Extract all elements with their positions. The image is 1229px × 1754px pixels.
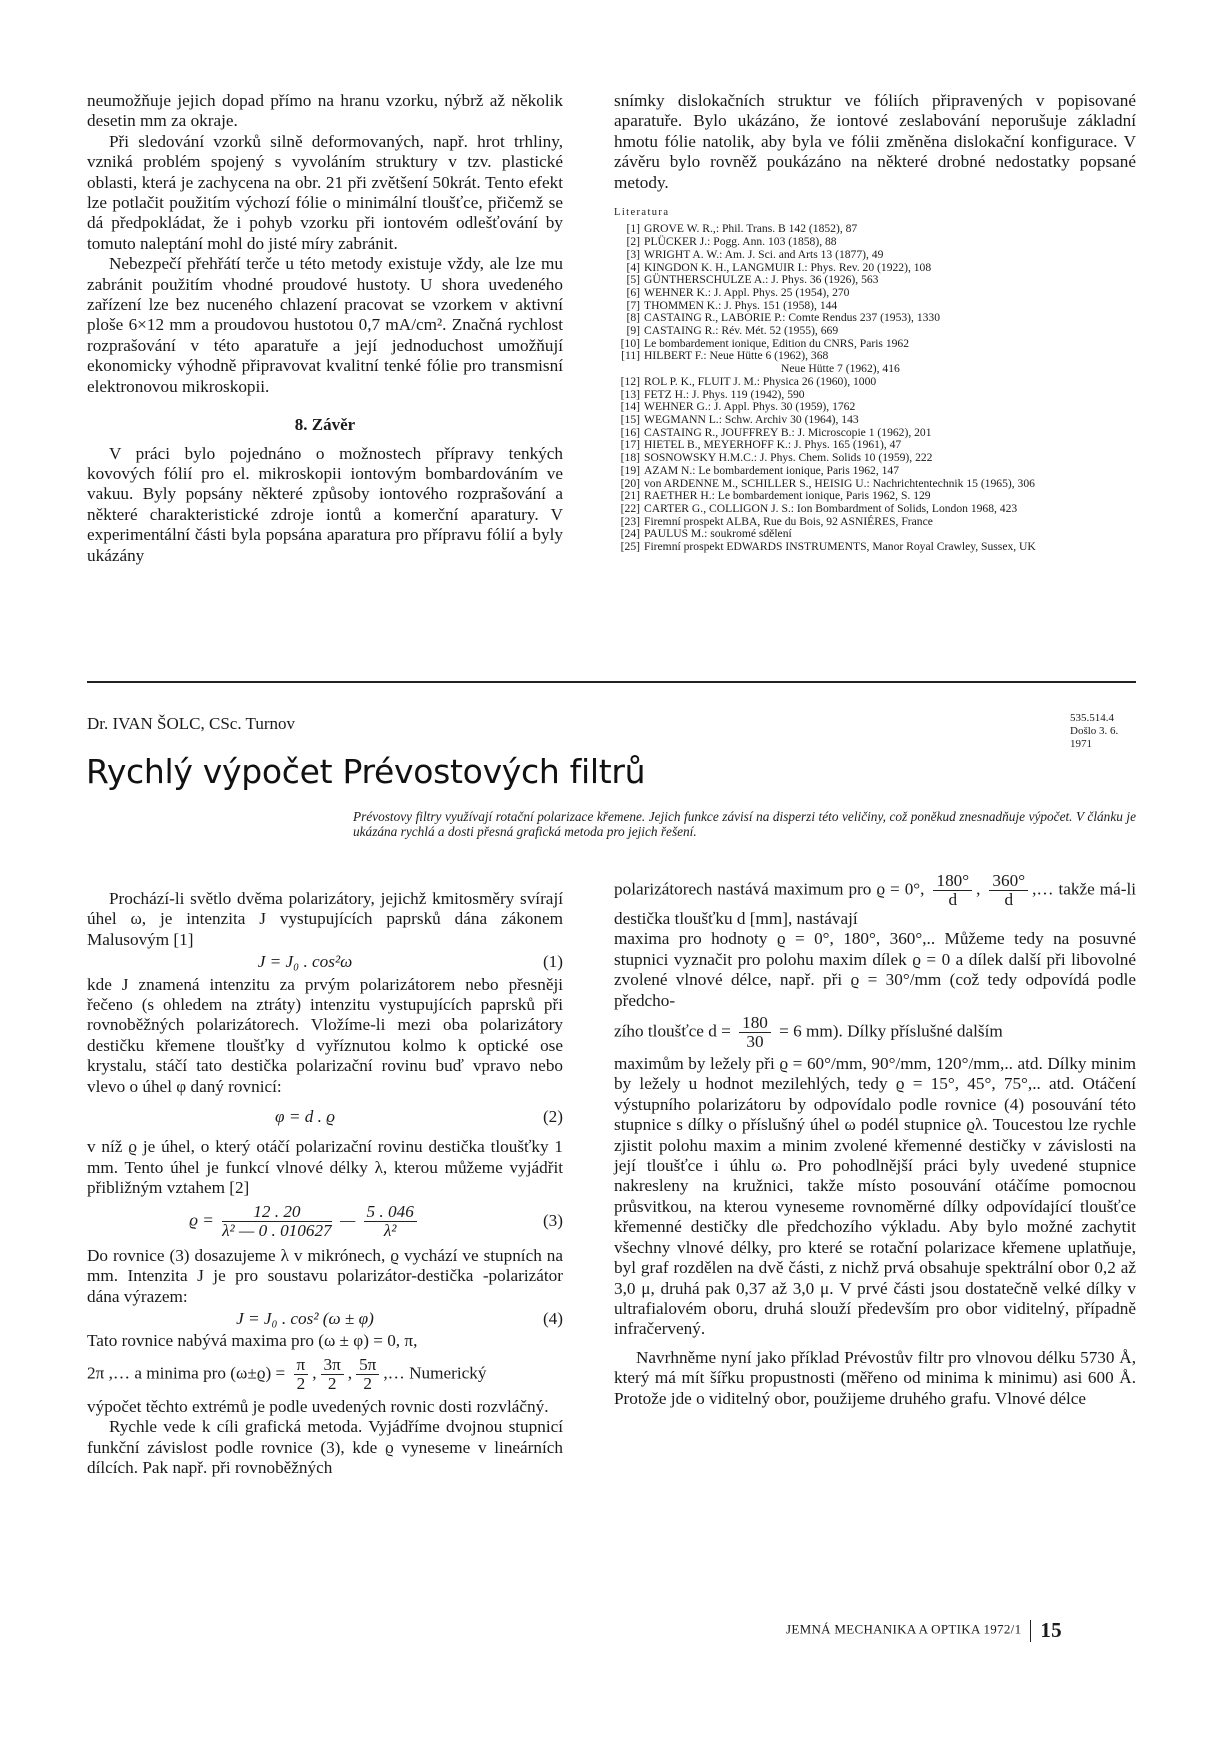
text: ,… takže má-li destička tloušťku d [mm], nastávají xyxy=(614,879,1137,928)
numerator: 3π xyxy=(321,1356,344,1375)
numerator: 180 xyxy=(739,1014,771,1033)
text: zího tloušťce d = xyxy=(614,1021,731,1041)
numerator: π xyxy=(294,1356,309,1375)
reference-number: [3] xyxy=(626,247,640,261)
fraction xyxy=(222,1203,332,1240)
reference-text: FETZ H.: J. Phys. 119 (1942), 590 xyxy=(644,387,805,401)
reference-number: [17] xyxy=(620,438,640,452)
equation-2 xyxy=(87,1107,563,1127)
reference-item xyxy=(614,287,1136,300)
reference-number: [10] xyxy=(620,336,640,350)
reference-item xyxy=(614,541,1136,554)
reference-number: [24] xyxy=(620,527,640,541)
text: 2π ,… a minima pro (ω±ϱ) = xyxy=(87,1363,286,1383)
reference-text: CASTAING R., LABORIE P.: Comte Rendus 237 (1953), 1330 xyxy=(644,311,941,325)
reference-text: Le bombardement ionique, Edition du CNRS, Paris 1962 xyxy=(644,336,910,350)
reference-text: RAETHER H.: Le bombardement ionique, Paris 1962, S. 129 xyxy=(644,489,931,503)
fraction xyxy=(294,1356,309,1393)
prev-article-left-column xyxy=(87,91,563,566)
minus-sign: — xyxy=(339,1210,356,1230)
text: polarizátorech nastává maximum pro ϱ = 0°, xyxy=(614,879,925,899)
paragraph-minima: 2π ,… a minima pro (ω±ϱ) = $\frac{\pi}{2}$ , $\frac{3\pi}{2}$ , $\frac{5\pi}{2}$ ,… Numerický xyxy=(87,1354,487,1393)
paragraph-thickness xyxy=(614,1014,1136,1051)
denominator: 30 xyxy=(746,1032,764,1052)
equation-number: (3) xyxy=(542,1210,563,1230)
equation-body: J = J₀ . cos²ω xyxy=(257,952,353,972)
paragraph-maximum: polarizátorech nastává maximum pro ϱ = 0°, $\frac{180^\circ}{d}$ , $\frac{360^\circ}{d}$ ,… takže má-li destička tloušťku d [mm], nastávají xyxy=(614,871,1137,928)
reference-number: [18] xyxy=(620,451,640,465)
denominator: 2 xyxy=(296,1373,306,1393)
denominator: d xyxy=(948,890,958,909)
article-title: Rychlý výpočet Prévostových filtrů xyxy=(86,752,646,791)
prev-article-right-column xyxy=(614,91,1136,554)
denominator: 2 xyxy=(327,1373,337,1393)
reference-item xyxy=(614,503,1136,516)
paragraph: V práci bylo pojednáno o možnostech přípravy tenkých kovových fólií pro el. mikroskopii iontovým bombardováním ve vakuu. Byly popsány některé způsoby iontového rozprašování a některé charakteristické zdroje iontů a komerční aparatury. V experimentální části byla popsána aparatura pro přípravu fólií a byly ukázány xyxy=(87,443,563,565)
numerator: 360° xyxy=(989,872,1028,891)
reference-text: HIETEL B., MEYERHOFF K.: J. Phys. 165 (1961), 47 xyxy=(644,438,902,452)
reference-text: GÜNTHERSCHULZE A.: J. Phys. 36 (1926), 563 xyxy=(644,273,879,287)
reference-number: [19] xyxy=(620,463,640,477)
reference-number xyxy=(614,363,644,376)
reference-text: KINGDON K. H., LANGMUIR I.: Phys. Rev. 20 (1922), 108 xyxy=(644,260,932,274)
reference-number: [23] xyxy=(620,514,640,528)
reference-number: [9] xyxy=(626,324,640,338)
reference-number: [20] xyxy=(620,476,640,490)
fraction xyxy=(321,1356,344,1393)
author-line: Dr. IVAN ŠOLC, CSc. Turnov xyxy=(87,714,295,733)
paragraph: výpočet těchto extrémů je podle uvedených rovnic dosti rozvláčný. xyxy=(87,1396,549,1416)
udc-and-received xyxy=(1070,712,1140,751)
reference-text: PAULUS M.: soukromé sdělení xyxy=(644,527,792,541)
reference-number: [13] xyxy=(620,387,640,401)
reference-number: [5] xyxy=(626,273,640,287)
reference-text: Neue Hütte 7 (1962), 416 xyxy=(781,362,900,376)
equation-body: φ = d . ϱ xyxy=(275,1107,335,1127)
reference-item xyxy=(614,465,1136,478)
reference-text: CASTAING R.: Rév. Mét. 52 (1955), 669 xyxy=(644,324,839,338)
numerator: 12 . 20 xyxy=(222,1203,332,1222)
equation-body xyxy=(87,1203,523,1240)
received-date: Došlo 3. 6. 1971 xyxy=(1070,725,1119,750)
fraction xyxy=(364,1203,417,1240)
reference-text: GROVE W. R.,: Phil. Trans. B 142 (1852), 87 xyxy=(644,222,858,236)
reference-number: [12] xyxy=(620,374,640,388)
numerator: 5 . 046 xyxy=(364,1203,417,1222)
references-title: Literatura xyxy=(614,207,670,219)
reference-item xyxy=(614,414,1136,427)
article-abstract: Prévostovy filtry využívají rotační polarizace křemene. Jejich funkce závisí na disperzi této veličiny, což poněkud znesnadňuje výpočet. V článku je ukázána rychlá a dosti přesná grafická metoda pro jejich řešení. xyxy=(353,809,1136,840)
reference-text: CASTAING R., JOUFFREY B.: J. Microscopie 1 (1962), 201 xyxy=(644,425,932,439)
reference-item xyxy=(614,376,1136,389)
reference-number: [8] xyxy=(626,311,640,325)
reference-text: ROL P. K., FLUIT J. M.: Physica 26 (1960), 1000 xyxy=(644,374,877,388)
numerator: 5π xyxy=(356,1356,379,1375)
reference-number: [14] xyxy=(620,400,640,414)
paragraph: Tato rovnice nabývá maxima pro (ω ± φ) = 0, π, xyxy=(87,1331,418,1351)
reference-number: [16] xyxy=(620,425,640,439)
footer-divider xyxy=(1030,1620,1031,1642)
reference-number: [15] xyxy=(620,412,640,426)
denominator: d xyxy=(1004,890,1014,909)
reference-number: [22] xyxy=(620,501,640,515)
reference-item xyxy=(614,236,1136,249)
reference-item xyxy=(614,325,1136,338)
reference-text: WEHNER K.: J. Appl. Phys. 25 (1954), 270 xyxy=(644,285,850,299)
udc-code: 535.514.4 xyxy=(1070,712,1114,724)
page-footer xyxy=(786,1618,1062,1643)
denominator: λ² xyxy=(383,1220,397,1240)
paragraph: Do rovnice (3) dosazujeme λ v mikrónech, ϱ vychází ve stupních na mm. Intenzita J je pro soustavu polarizátor-destička -polarizátor dána výrazem: xyxy=(87,1245,563,1306)
equation-number: (4) xyxy=(542,1308,563,1328)
equation-1 xyxy=(87,952,563,972)
numerator: 180° xyxy=(933,872,972,891)
reference-item xyxy=(614,452,1136,465)
article-right-column xyxy=(614,872,1136,1409)
fraction xyxy=(989,872,1028,909)
reference-number: [6] xyxy=(626,285,640,299)
paragraph: v níž ϱ je úhel, o který otáčí polarizační rovinu destička tloušťky 1 mm. Tento úhel je funkcí vlnové délky λ, kterou můžeme vyjádřit přibližným vztahem [2] xyxy=(87,1137,563,1198)
equation-number: (1) xyxy=(542,952,563,972)
denominator: λ² — 0 . 010627 xyxy=(222,1220,332,1240)
fraction xyxy=(933,872,972,909)
reference-text: WEGMANN L.: Schw. Archiv 30 (1964), 143 xyxy=(644,412,859,426)
reference-item xyxy=(614,490,1136,503)
reference-text: WRIGHT A. W.: Am. J. Sci. and Arts 13 (1877), 49 xyxy=(644,247,884,261)
denominator: 2 xyxy=(363,1373,373,1393)
reference-number: [25] xyxy=(620,540,640,554)
equation-body: J = J₀ . cos² (ω ± φ) xyxy=(236,1308,374,1328)
paragraph: maximům by ležely při ϱ = 60°/mm, 90°/mm, 120°/mm,.. atd. Dílky minim by ležely u hodnot mezilehlých, tedy ϱ = 15°, 45°, 75°,.. atd. Otáčení výstupního polarizátoru by odpovídalo podle rovnice (4) posouvání této stupnice s dílky o příslušný úhel ω podél stupnice ϱλ. Toucestou lze rychle zjistit polohu maxim a minim zvolené křemenné destičky v závislosti na její tloušťce i úhlu ω. Pro pohodlnější práci byly uvedené stupnice nakresleny na kružnici, takže místo posouvání otáčíme pomocnou průsvitkou, na kterou vyneseme rovnoměrné dílky odpovídající tloušťce křemenné destičky dle předchozího výkladu. Aby bylo možné zachytit všechny vlnové délky, pro které se rotační polarizace křemene uplatňuje, byl graf rozdělen na dvě části, z nichž prvá obsahuje spektrální obor 0,2 až 3,0 μ, druhá pak 0,37 až 3,0 μ. V prvé části jsou dostatečně velké dílky v ultrafialovém oboru, druhá slouží především pro obor viditelný, případně infračervený. xyxy=(614,1054,1136,1339)
eq-lhs: ϱ = xyxy=(189,1210,214,1230)
reference-item xyxy=(614,363,1136,376)
reference-number: [7] xyxy=(626,298,640,312)
paragraph: Prochází-li světlo dvěma polarizátory, jejichž kmitosměry svírají úhel ω, je intenzita J vystupujících paprsků dána zákonem Malusovým [1] xyxy=(87,889,563,949)
reference-text: CARTER G., COLLIGON J. S.: Ion Bombardment of Solids, London 1968, 423 xyxy=(644,501,1018,515)
paragraph: Navrhněme nyní jako příklad Prévostův filtr pro vlnovou délku 5730 Å, který má mít šířku propustnosti (měřeno od minima k minimu) asi 600 Å. Protože jde o viditelný obor, použijeme druhého grafu. Vlnové délce xyxy=(614,1347,1136,1408)
reference-number: [1] xyxy=(626,222,640,236)
reference-number: [2] xyxy=(626,235,640,249)
paragraph: maxima pro hodnoty ϱ = 0°, 180°, 360°,.. Můžeme tedy na posuvné stupnici vyznačit pro polohu maxim dílek ϱ = 0 a dílek další při libovolné zvolené vlnové délce, např. při ϱ = 30°/mm (což tedy odpovídá podle předcho- xyxy=(614,929,1136,1010)
reference-number: [11] xyxy=(621,349,640,363)
reference-item xyxy=(614,249,1136,262)
paragraph: Při sledování vzorků silně deformovaných, např. hrot trhliny, vzniká problém spojený s vyvoláním struktury v tzv. plastické oblasti, která je zachycena na obr. 21 při zvětšení 50krát. Tento efekt lze potlačit použitím výchozí fólie o minimální tloušťce, přičemž se dá předpokládat, že i pohyb vzorku při iontovém odlešťování by tomuto naleptání mohl do jisté míry zabránit. xyxy=(87,131,563,253)
reference-text: SOSNOWSKY H.M.C.: J. Phys. Chem. Solids 10 (1959), 222 xyxy=(644,451,933,465)
reference-text: von ARDENNE M., SCHILLER S., HEISIG U.: Nachrichtentechnik 15 (1965), 306 xyxy=(644,476,1035,490)
reference-number: [4] xyxy=(626,260,640,274)
text: = 6 mm). Dílky příslušné dalším xyxy=(779,1021,1003,1041)
section-heading-conclusion: 8. Závěr xyxy=(294,415,356,435)
reference-text: Firemní prospekt ALBA, Rue du Bois, 92 ASNIÉRES, France xyxy=(644,514,933,528)
equation-4 xyxy=(87,1309,563,1329)
references-list xyxy=(614,223,1136,553)
reference-text: PLÜCKER J.: Pogg. Ann. 103 (1858), 88 xyxy=(644,235,837,249)
fraction xyxy=(356,1356,379,1393)
reference-text: WEHNER G.: J. Appl. Phys. 30 (1959), 1762 xyxy=(644,400,856,414)
reference-text: THOMMEN K.: J. Phys. 151 (1958), 144 xyxy=(644,298,838,312)
article-left-column xyxy=(87,889,563,1478)
text: ,… Numerický xyxy=(383,1363,487,1383)
journal-name: JEMNÁ MECHANIKA A OPTIKA 1972/1 xyxy=(786,1621,1022,1637)
paragraph: Rychle vede k cíli grafická metoda. Vyjádříme dvojnou stupnicí funkční závislost podle rovnice (3), kde ϱ vyneseme v lineárních dílcích. Pak např. při rovnoběžných xyxy=(87,1417,563,1477)
paragraph: Nebezpečí přehřátí terče u této metody existuje vždy, ale lze mu zabránit použitím vhodné proudové hustoty. U shora uvedeného zařízení lze bez nuceného chlazení pracovat se vzorkem v aktivní ploše 6×12 mm a proudovou hustotou 0,7 mA/cm². Značná rychlost rozprašování v této aparatuře a její jednoduchost umožňují ekonomicky výhodně připravovat kvalitní tenké fólie pro transmisní elektronovou mikroskopii. xyxy=(87,254,563,396)
page-number: 15 xyxy=(1040,1618,1062,1642)
paragraph: neumožňuje jejich dopad přímo na hranu vzorku, nýbrž až několik desetin mm za okraje. xyxy=(87,91,563,131)
paragraph: kde J znamená intenzitu za prvým polarizátorem nebo přesněji řečeno (s ohledem na ztráty) intenzitu vystupujících paprsků při rovnoběžných polarizátorech. Vložíme-li mezi oba polarizátory destičku křemene tloušťky d vyříznutou kolmo k optické ose krystalu, stáčí tato destička polarizační rovinu buď vpravo nebo vlevo o úhel φ daný rovnicí: xyxy=(87,974,563,1096)
equation-3 xyxy=(87,1203,563,1240)
equation-number: (2) xyxy=(542,1107,563,1127)
reference-text: HILBERT F.: Neue Hütte 6 (1962), 368 xyxy=(644,349,829,363)
fraction xyxy=(739,1014,771,1051)
reference-text: AZAM N.: Le bombardement ionique, Paris 1962, 147 xyxy=(644,463,900,477)
article-separator-rule xyxy=(87,681,1136,683)
paragraph: snímky dislokačních struktur ve fóliích připravených v popisované aparatuře. Bylo ukázáno, že iontové zeslabování neporušuje základní hmotu fólie natolik, aby byla ve fólii změněna dislokační konfigurace. V závěru bylo rovněž poukázáno na některé drobné nedostatky popsané metody. xyxy=(614,91,1136,192)
reference-text: Firemní prospekt EDWARDS INSTRUMENTS, Manor Royal Crawley, Sussex, UK xyxy=(644,540,1036,554)
reference-number: [21] xyxy=(620,489,640,503)
